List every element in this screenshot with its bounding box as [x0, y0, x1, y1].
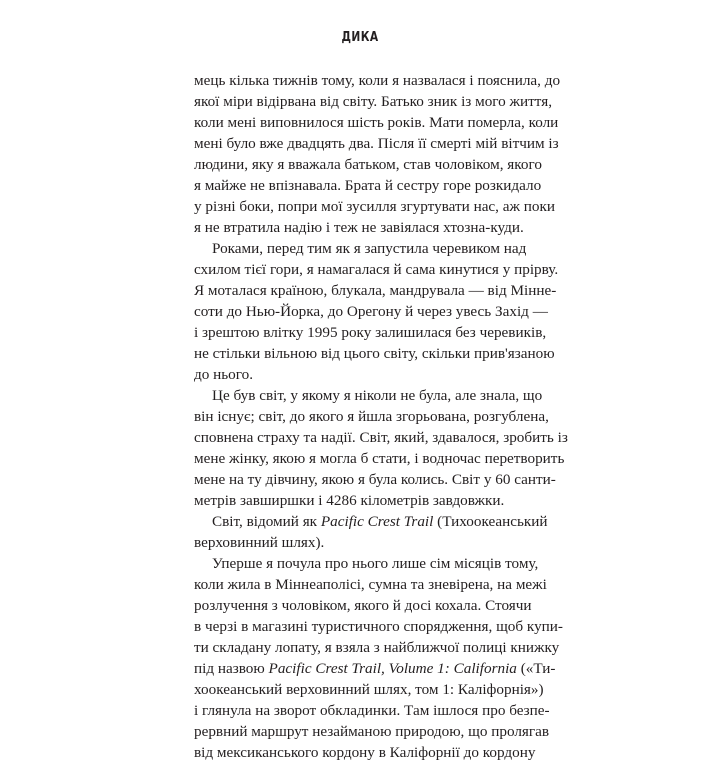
text-line: від мексиканського кордону в Каліфорнії до кордону — [194, 744, 536, 761]
text-line: він існує; світ, до якого я йшла згорьована, розгублена, — [194, 408, 549, 425]
text-line: хоокеанський верховинний шлях, том 1: Каліфорнія») — [194, 681, 544, 698]
text-line: я не втратила надію і теж не завіялася хтозна-куди. — [194, 219, 524, 236]
book-title-italic: Pacific Crest Trail — [320, 513, 434, 530]
text-line: ти складану лопату, я взяла з найближчої полиці книжку — [194, 639, 560, 656]
text-line: Світ, відомий як Pacific Crest Trail (Тихоокеанський — [212, 513, 548, 530]
text-line: верховинний шлях). — [194, 534, 325, 551]
text-line: я майже не впізнавала. Брата й сестру горе розкидало — [194, 177, 542, 194]
text-line: в черзі в магазині туристичного спорядження, щоб купи- — [194, 618, 563, 635]
text-line: не стільки вільною від цього світу, скільки прив'язаною — [194, 345, 555, 362]
text-line: схилом тієї гори, я намагалася й сама кинутися у прірву. — [194, 261, 559, 278]
text-line: мене на ту дівчину, якою я була колись. Світ у 60 санти- — [194, 471, 556, 488]
paragraph — [194, 70, 561, 238]
text-line: і зрештою влітку 1995 року залишилася без черевиків, — [194, 324, 547, 341]
text-line: якої міри відірвана від світу. Батько зник із мого життя, — [194, 93, 553, 110]
text-line: Це був світ, у якому я ніколи не була, але знала, що — [212, 387, 543, 404]
text-line: Уперше я почула про нього лише сім місяців тому, — [212, 555, 539, 572]
body-text — [194, 70, 568, 763]
text-line: у різні боки, попри мої зусилля згуртувати нас, аж поки — [194, 198, 556, 215]
paragraph — [194, 238, 559, 385]
text-line: соти до Нью-Йорка, до Орегону й через увесь Захід — — [194, 303, 548, 320]
book-title-italic: Pacific Crest Trail, Volume 1: California — [268, 660, 517, 677]
paragraph — [194, 553, 563, 763]
text-line: рервний маршрут незайманою природою, що пролягав — [194, 723, 550, 740]
text-line: Я моталася країною, блукала, мандрувала — від Міннe- — [194, 282, 557, 299]
text-line: мені було вже двадцять два. Після її смерті мій вітчим із — [194, 135, 559, 152]
text-line: розлучення з чоловіком, якого й досі кохала. Стоячи — [194, 597, 532, 614]
paragraph — [194, 385, 568, 511]
text-line: коли жила в Міннеаполісі, сумна та зневірена, на межі — [194, 576, 547, 593]
running-header: ДИКА — [341, 30, 379, 45]
text-line: Роками, перед тим як я запустила черевиком над — [212, 240, 527, 257]
text-line: коли мені виповнилося шість років. Мати померла, коли — [194, 114, 559, 131]
paragraph — [194, 511, 548, 553]
text-line: до нього. — [194, 366, 254, 383]
text-line: людини, яку я вважала батьком, став чоловіком, якого — [194, 156, 542, 173]
text-line: під назвою Pacific Crest Trail, Volume 1: California («Ти- — [194, 660, 556, 677]
text-line: сповнена страху та надії. Світ, який, здавалося, зробить із — [194, 429, 568, 446]
text-line: мене жінку, якою я могла б стати, і водночас перетворить — [194, 450, 565, 467]
text-line: метрів завширшки і 4286 кілометрів завдовжки. — [194, 492, 505, 509]
text-line: мець кілька тижнів тому, коли я назвалася і пояснила, до — [194, 72, 561, 89]
text-line: і глянула на зворот обкладинки. Там ішлося про безпе- — [194, 702, 550, 719]
